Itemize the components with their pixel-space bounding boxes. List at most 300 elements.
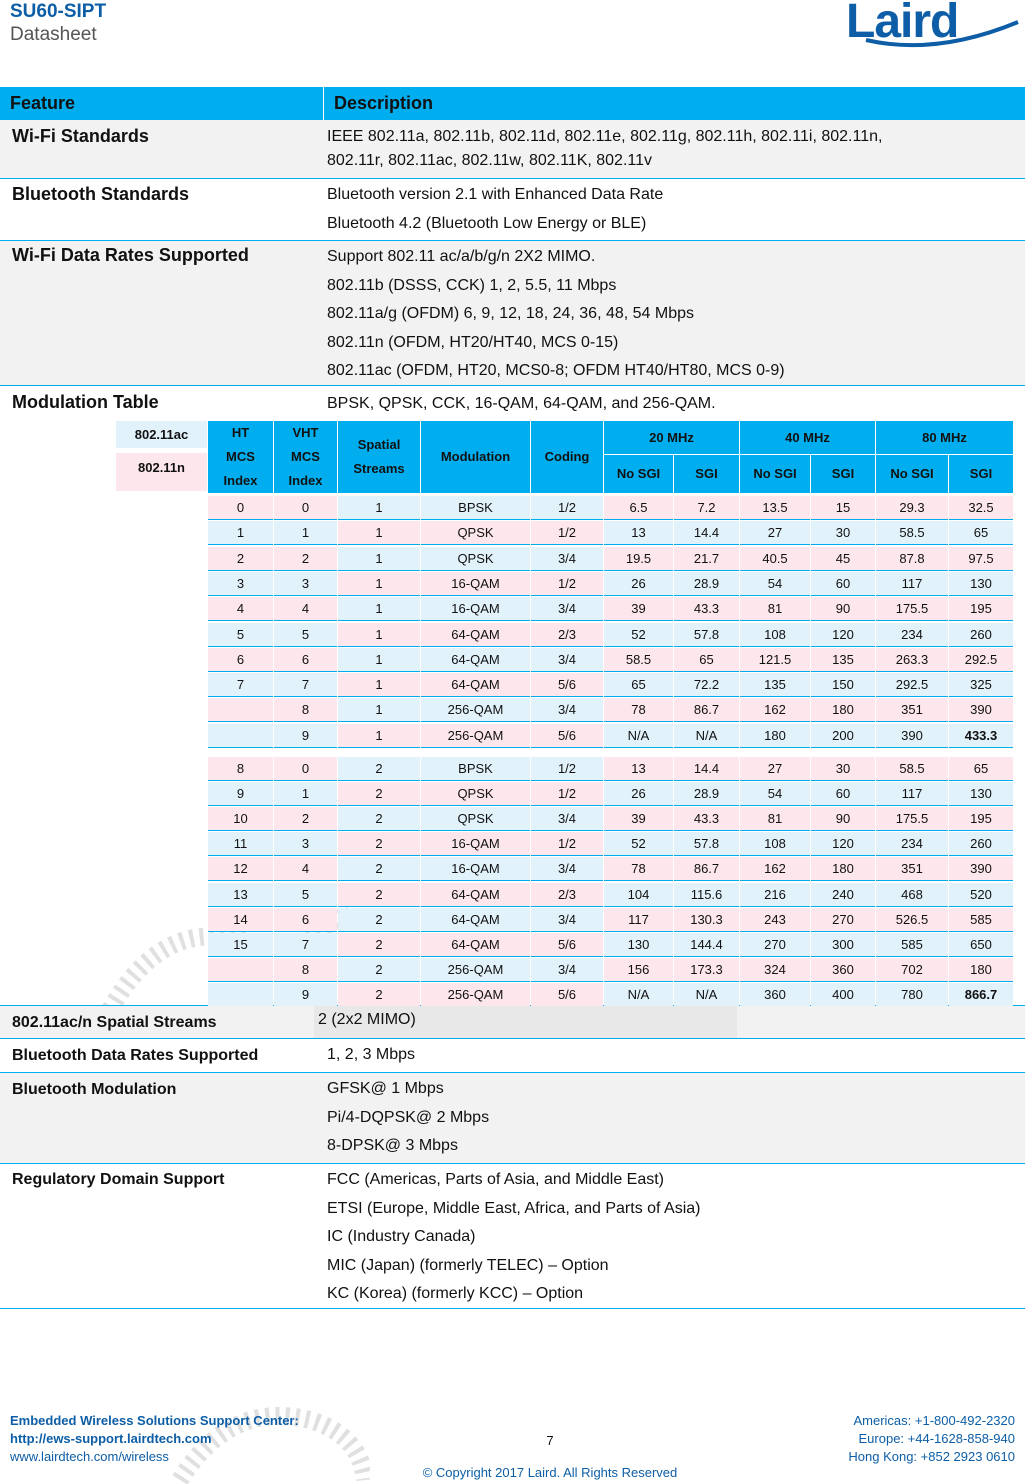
description-line: Pi/4-DQPSK@ 2 Mbps: [327, 1108, 490, 1126]
description-line: ETSI (Europe, Middle East, Africa, and Parts of Asia): [327, 1199, 701, 1217]
ht-mcs-index-header: [208, 421, 273, 493]
cell-coding: 1/2: [531, 572, 603, 596]
cell-80-sgi: 433.3: [949, 724, 1013, 748]
cell-20-nosgi: 58.5: [604, 648, 673, 672]
table-row: [0, 1164, 1025, 1309]
cell-80-sgi: 130: [949, 782, 1013, 806]
cell-20-nosgi: 39: [604, 597, 673, 621]
cell-40-nosgi: 360: [740, 983, 810, 1007]
cell-vht-mcs: 3: [274, 572, 337, 596]
cell-80-sgi: 520: [949, 883, 1013, 907]
vht-mcs-index-header: [274, 421, 337, 493]
cell-modulation: 64-QAM: [421, 908, 530, 932]
cell-40-nosgi: 27: [740, 521, 810, 545]
feature-label: Bluetooth Standards: [12, 184, 190, 204]
table-row: [0, 1073, 1025, 1164]
document-title: SU60-SIPT: [10, 1, 107, 22]
description-line: 802.11b (DSSS, CCK) 1, 2, 5.5, 11 Mbps: [327, 276, 617, 294]
sgi-header: SGI: [949, 455, 1013, 493]
description-line: MIC (Japan) (formerly TELEC) – Option: [327, 1256, 609, 1274]
cell-streams: 2: [338, 832, 420, 856]
cell-modulation: 16-QAM: [421, 597, 530, 621]
modulation-header: Modulation: [421, 421, 530, 493]
nosgi-header: No SGI: [604, 455, 673, 493]
cell-modulation: 16-QAM: [421, 572, 530, 596]
bw-20mhz-header: 20 MHz: [604, 421, 739, 454]
cell-40-sgi: 240: [811, 883, 875, 907]
footer-center: [380, 1432, 720, 1482]
description-line: Support 802.11 ac/a/b/g/n 2X2 MIMO.: [327, 248, 596, 265]
cell-80-nosgi: 351: [876, 698, 948, 722]
cell-20-sgi: 43.3: [674, 597, 739, 621]
description-column-header: Description: [334, 93, 434, 113]
cell-40-sgi: 200: [811, 724, 875, 748]
cell-80-sgi: 65: [949, 757, 1013, 781]
hongkong-phone: Hong Kong: +852 2923 0610: [848, 1449, 1015, 1464]
cell-streams: 1: [338, 597, 420, 621]
cell-40-sgi: 90: [811, 597, 875, 621]
cell-20-sgi: 86.7: [674, 857, 739, 881]
cell-80-nosgi: 468: [876, 883, 948, 907]
cell-40-nosgi: 243: [740, 908, 810, 932]
cell-ht-mcs: [208, 983, 273, 1007]
cell-modulation: 16-QAM: [421, 832, 530, 856]
cell-vht-mcs: 0: [274, 757, 337, 781]
cell-20-sgi: 173.3: [674, 958, 739, 982]
cell-20-sgi: N/A: [674, 983, 739, 1007]
cell-streams: 2: [338, 807, 420, 831]
cell-20-sgi: 65: [674, 648, 739, 672]
cell-40-nosgi: 162: [740, 857, 810, 881]
cell-streams: 2: [338, 857, 420, 881]
website-link[interactable]: www.lairdtech.com/wireless: [10, 1449, 169, 1464]
cell-20-sgi: 86.7: [674, 698, 739, 722]
cell-coding: 3/4: [531, 547, 603, 571]
cell-80-nosgi: 292.5: [876, 673, 948, 697]
cell-80-sgi: 195: [949, 597, 1013, 621]
cell-40-nosgi: 81: [740, 597, 810, 621]
cell-coding: 1/2: [531, 521, 603, 545]
cell-20-sgi: 144.4: [674, 933, 739, 957]
cell-40-nosgi: 324: [740, 958, 810, 982]
cell-80-nosgi: 117: [876, 572, 948, 596]
cell-40-sgi: 300: [811, 933, 875, 957]
sgi-header: SGI: [674, 455, 739, 493]
cell-streams: 1: [338, 724, 420, 748]
europe-phone: Europe: +44-1628-858-940: [858, 1431, 1015, 1446]
cell-80-nosgi: 29.3: [876, 496, 948, 520]
cell-20-nosgi: 13: [604, 521, 673, 545]
feature-column-header: Feature: [0, 87, 324, 120]
feature-label: 802.11ac/n Spatial Streams: [12, 1014, 217, 1031]
cell-80-nosgi: 117: [876, 782, 948, 806]
cell-vht-mcs: 3: [274, 832, 337, 856]
cell-80-sgi: 130: [949, 572, 1013, 596]
cell-40-nosgi: 54: [740, 572, 810, 596]
cell-ht-mcs: 0: [208, 496, 273, 520]
footer-right: [848, 1412, 1015, 1466]
description-line: FCC (Americas, Parts of Asia, and Middle East): [327, 1171, 664, 1188]
description-line: IC (Industry Canada): [327, 1228, 476, 1245]
cell-modulation: 256-QAM: [421, 698, 530, 722]
tag-802-11n: 802.11n: [116, 453, 207, 491]
cell-20-nosgi: 104: [604, 883, 673, 907]
page-number: 7: [546, 1433, 554, 1448]
cell-streams: 1: [338, 547, 420, 571]
header-text: Index: [223, 473, 258, 488]
cell-20-sgi: 28.9: [674, 572, 739, 596]
feature-label: Wi-Fi Standards: [12, 126, 149, 146]
cell-20-nosgi: 130: [604, 933, 673, 957]
cell-ht-mcs: 7: [208, 673, 273, 697]
cell-coding: 5/6: [531, 983, 603, 1007]
cell-vht-mcs: 7: [274, 933, 337, 957]
cell-vht-mcs: 0: [274, 496, 337, 520]
description-line: Bluetooth 4.2 (Bluetooth Low Energy or BLE): [327, 214, 647, 232]
cell-20-nosgi: 13: [604, 757, 673, 781]
header-text: VHT: [292, 425, 319, 440]
feature-label: Regulatory Domain Support: [12, 1171, 225, 1188]
cell-streams: 1: [338, 572, 420, 596]
table-header-row: [0, 87, 1025, 120]
cell-modulation: BPSK: [421, 757, 530, 781]
cell-40-sgi: 270: [811, 908, 875, 932]
feature-description: [327, 181, 663, 238]
cell-40-nosgi: 54: [740, 782, 810, 806]
cell-streams: 1: [338, 521, 420, 545]
description-line: 2 (2x2 MIMO): [318, 1011, 416, 1028]
cell-coding: 1/2: [531, 496, 603, 520]
cell-80-sgi: 390: [949, 698, 1013, 722]
cell-80-sgi: 260: [949, 623, 1013, 647]
cell-ht-mcs: 10: [208, 807, 273, 831]
cell-streams: 1: [338, 496, 420, 520]
nosgi-header: No SGI: [740, 455, 810, 493]
cell-20-sgi: 72.2: [674, 673, 739, 697]
cell-20-nosgi: 65: [604, 673, 673, 697]
cell-80-nosgi: 58.5: [876, 757, 948, 781]
cell-40-sgi: 30: [811, 757, 875, 781]
cell-modulation: BPSK: [421, 496, 530, 520]
cell-80-sgi: 585: [949, 908, 1013, 932]
cell-ht-mcs: 11: [208, 832, 273, 856]
cell-streams: 1: [338, 623, 420, 647]
header-text: Streams: [353, 461, 405, 476]
feature-label: Modulation Table: [12, 392, 159, 412]
cell-modulation: 64-QAM: [421, 933, 530, 957]
cell-ht-mcs: [208, 724, 273, 748]
cell-vht-mcs: 2: [274, 547, 337, 571]
feature-label: Bluetooth Data Rates Supported: [12, 1047, 259, 1064]
cell-coding: 1/2: [531, 757, 603, 781]
cell-vht-mcs: 8: [274, 958, 337, 982]
description-line: 802.11a/g (OFDM) 6, 9, 12, 18, 24, 36, 48, 54 Mbps: [327, 305, 695, 322]
cell-80-sgi: 180: [949, 958, 1013, 982]
cell-40-sgi: 180: [811, 698, 875, 722]
spatial-streams-header: [338, 421, 420, 493]
support-url-link[interactable]: http://ews-support.lairdtech.com: [10, 1431, 212, 1446]
cell-80-sgi: 866.7: [949, 983, 1013, 1007]
cell-80-nosgi: 175.5: [876, 807, 948, 831]
cell-ht-mcs: 12: [208, 857, 273, 881]
cell-vht-mcs: 7: [274, 673, 337, 697]
page-header: [10, 0, 106, 47]
cell-coding: 3/4: [531, 698, 603, 722]
description-line: 8-DPSK@ 3 Mbps: [327, 1137, 458, 1154]
cell-40-nosgi: 135: [740, 673, 810, 697]
description-line: Bluetooth version 2.1 with Enhanced Data Rate: [327, 186, 664, 203]
feature-description: [327, 1166, 701, 1309]
cell-modulation: QPSK: [421, 807, 530, 831]
cell-40-sgi: 400: [811, 983, 875, 1007]
cell-ht-mcs: [208, 958, 273, 982]
cell-80-sgi: 325: [949, 673, 1013, 697]
cell-20-nosgi: 156: [604, 958, 673, 982]
cell-80-nosgi: 58.5: [876, 521, 948, 545]
cell-coding: 3/4: [531, 597, 603, 621]
cell-80-sgi: 292.5: [949, 648, 1013, 672]
cell-modulation: QPSK: [421, 782, 530, 806]
cell-40-sgi: 180: [811, 857, 875, 881]
cell-40-nosgi: 270: [740, 933, 810, 957]
cell-streams: 2: [338, 908, 420, 932]
cell-vht-mcs: 1: [274, 782, 337, 806]
cell-80-sgi: 195: [949, 807, 1013, 831]
cell-20-sgi: 43.3: [674, 807, 739, 831]
cell-20-sgi: 14.4: [674, 521, 739, 545]
cell-streams: 1: [338, 673, 420, 697]
cell-vht-mcs: 2: [274, 807, 337, 831]
cell-coding: 3/4: [531, 857, 603, 881]
cell-20-nosgi: N/A: [604, 724, 673, 748]
feature-description: [327, 243, 785, 386]
cell-40-sgi: 60: [811, 782, 875, 806]
cell-ht-mcs: 2: [208, 547, 273, 571]
feature-description: [318, 1006, 416, 1035]
cell-20-sgi: 130.3: [674, 908, 739, 932]
cell-ht-mcs: 9: [208, 782, 273, 806]
cell-40-sgi: 30: [811, 521, 875, 545]
table-row: [0, 179, 1025, 241]
cell-streams: 2: [338, 757, 420, 781]
table-row: [0, 1039, 1025, 1073]
cell-40-nosgi: 13.5: [740, 496, 810, 520]
cell-20-sgi: 57.8: [674, 832, 739, 856]
cell-vht-mcs: 9: [274, 724, 337, 748]
description-line: 1, 2, 3 Mbps: [327, 1046, 416, 1063]
cell-20-nosgi: 26: [604, 572, 673, 596]
cell-ht-mcs: 15: [208, 933, 273, 957]
feature-description: [327, 125, 882, 173]
cell-streams: 1: [338, 648, 420, 672]
cell-40-nosgi: 108: [740, 623, 810, 647]
table-row: [0, 1006, 1025, 1039]
copyright: © Copyright 2017 Laird. All Rights Reserved: [422, 1465, 678, 1480]
cell-modulation: 16-QAM: [421, 857, 530, 881]
feature-description: [327, 390, 716, 419]
cell-40-sgi: 150: [811, 673, 875, 697]
cell-vht-mcs: 5: [274, 883, 337, 907]
cell-20-sgi: 28.9: [674, 782, 739, 806]
cell-20-nosgi: N/A: [604, 983, 673, 1007]
header-text: MCS: [291, 449, 320, 464]
cell-streams: 1: [338, 698, 420, 722]
cell-vht-mcs: 5: [274, 623, 337, 647]
coding-header: Coding: [531, 421, 603, 493]
americas-phone: Americas: +1-800-492-2320: [853, 1413, 1015, 1428]
cell-streams: 2: [338, 883, 420, 907]
cell-80-sgi: 32.5: [949, 496, 1013, 520]
feature-label: Bluetooth Modulation: [12, 1081, 177, 1098]
cell-modulation: 64-QAM: [421, 648, 530, 672]
cell-80-sgi: 650: [949, 933, 1013, 957]
cell-20-nosgi: 52: [604, 832, 673, 856]
cell-vht-mcs: 6: [274, 648, 337, 672]
support-center-title: Embedded Wireless Solutions Support Center:: [10, 1413, 299, 1428]
description-line: 802.11r, 802.11ac, 802.11w, 802.11K, 802.11v: [327, 152, 652, 169]
cell-ht-mcs: 4: [208, 597, 273, 621]
cell-ht-mcs: 6: [208, 648, 273, 672]
description-line: GFSK@ 1 Mbps: [327, 1080, 444, 1097]
feature-description: [327, 1075, 489, 1161]
cell-80-sgi: 97.5: [949, 547, 1013, 571]
cell-80-sgi: 260: [949, 832, 1013, 856]
cell-ht-mcs: 5: [208, 623, 273, 647]
cell-streams: 2: [338, 933, 420, 957]
laird-logo: [846, 0, 1021, 52]
cell-40-sgi: 120: [811, 832, 875, 856]
cell-40-nosgi: 27: [740, 757, 810, 781]
cell-80-nosgi: 780: [876, 983, 948, 1007]
cell-modulation: 64-QAM: [421, 673, 530, 697]
cell-coding: 2/3: [531, 883, 603, 907]
cell-20-nosgi: 78: [604, 857, 673, 881]
cell-40-sgi: 60: [811, 572, 875, 596]
cell-vht-mcs: 1: [274, 521, 337, 545]
cell-vht-mcs: 4: [274, 857, 337, 881]
bw-40mhz-header: 40 MHz: [740, 421, 875, 454]
description-line: 802.11n (OFDM, HT20/HT40, MCS 0-15): [327, 333, 619, 351]
header-text: Spatial: [357, 437, 401, 452]
cell-80-nosgi: 526.5: [876, 908, 948, 932]
table-row: [0, 120, 1025, 179]
logo-text: Laird: [846, 0, 959, 48]
feature-label: Wi-Fi Data Rates Supported: [12, 245, 249, 265]
cell-40-sgi: 15: [811, 496, 875, 520]
cell-20-sgi: 57.8: [674, 623, 739, 647]
cell-coding: 3/4: [531, 648, 603, 672]
cell-40-nosgi: 81: [740, 807, 810, 831]
document-subtitle: Datasheet: [10, 24, 97, 45]
cell-ht-mcs: 3: [208, 572, 273, 596]
cell-80-sgi: 390: [949, 857, 1013, 881]
feature-description: [327, 1041, 415, 1070]
description-line: IEEE 802.11a, 802.11b, 802.11d, 802.11e, 802.11g, 802.11h, 802.11i, 802.11n,: [327, 128, 883, 145]
cell-20-nosgi: 78: [604, 698, 673, 722]
cell-80-sgi: 65: [949, 521, 1013, 545]
cell-ht-mcs: 1: [208, 521, 273, 545]
footer-left: [10, 1412, 299, 1466]
cell-vht-mcs: 6: [274, 908, 337, 932]
cell-80-nosgi: 585: [876, 933, 948, 957]
cell-40-nosgi: 108: [740, 832, 810, 856]
cell-80-nosgi: 234: [876, 623, 948, 647]
cell-coding: 1/2: [531, 832, 603, 856]
cell-streams: 2: [338, 782, 420, 806]
cell-vht-mcs: 4: [274, 597, 337, 621]
description-line: BPSK, QPSK, CCK, 16-QAM, 64-QAM, and 256-QAM.: [327, 395, 716, 412]
cell-modulation: 64-QAM: [421, 883, 530, 907]
cell-40-sgi: 135: [811, 648, 875, 672]
cell-20-nosgi: 117: [604, 908, 673, 932]
cell-vht-mcs: 8: [274, 698, 337, 722]
cell-modulation: QPSK: [421, 547, 530, 571]
cell-20-nosgi: 6.5: [604, 496, 673, 520]
cell-20-sgi: 7.2: [674, 496, 739, 520]
cell-80-nosgi: 702: [876, 958, 948, 982]
cell-coding: 5/6: [531, 673, 603, 697]
cell-coding: 5/6: [531, 724, 603, 748]
cell-40-nosgi: 180: [740, 724, 810, 748]
cell-ht-mcs: [208, 698, 273, 722]
cell-80-nosgi: 263.3: [876, 648, 948, 672]
bw-80mhz-header: 80 MHz: [876, 421, 1013, 454]
cell-coding: 3/4: [531, 958, 603, 982]
cell-coding: 3/4: [531, 807, 603, 831]
cell-40-nosgi: 216: [740, 883, 810, 907]
nosgi-header: No SGI: [876, 455, 948, 493]
cell-modulation: 64-QAM: [421, 623, 530, 647]
header-text: Index: [288, 473, 323, 488]
header-text: MCS: [226, 449, 255, 464]
cell-ht-mcs: 14: [208, 908, 273, 932]
cell-40-nosgi: 40.5: [740, 547, 810, 571]
header-text: HT: [231, 425, 250, 440]
cell-streams: 2: [338, 958, 420, 982]
cell-modulation: 256-QAM: [421, 724, 530, 748]
cell-20-sgi: 21.7: [674, 547, 739, 571]
cell-coding: 1/2: [531, 782, 603, 806]
table-row: [0, 241, 1025, 386]
cell-80-nosgi: 234: [876, 832, 948, 856]
cell-modulation: 256-QAM: [421, 983, 530, 1007]
cell-modulation: QPSK: [421, 521, 530, 545]
cell-80-nosgi: 87.8: [876, 547, 948, 571]
cell-streams: 2: [338, 983, 420, 1007]
cell-20-nosgi: 52: [604, 623, 673, 647]
cell-coding: 5/6: [531, 933, 603, 957]
cell-40-nosgi: 162: [740, 698, 810, 722]
cell-40-sgi: 45: [811, 547, 875, 571]
cell-ht-mcs: 8: [208, 757, 273, 781]
cell-20-sgi: 115.6: [674, 883, 739, 907]
description-line: KC (Korea) (formerly KCC) – Option: [327, 1285, 584, 1302]
cell-40-sgi: 120: [811, 623, 875, 647]
cell-40-nosgi: 121.5: [740, 648, 810, 672]
description-line: 802.11ac (OFDM, HT20, MCS0-8; OFDM HT40/HT80, MCS 0-9): [327, 362, 785, 379]
cell-vht-mcs: 9: [274, 983, 337, 1007]
cell-ht-mcs: 13: [208, 883, 273, 907]
cell-20-sgi: N/A: [674, 724, 739, 748]
cell-80-nosgi: 175.5: [876, 597, 948, 621]
cell-modulation: 256-QAM: [421, 958, 530, 982]
sgi-header: SGI: [811, 455, 875, 493]
cell-20-nosgi: 39: [604, 807, 673, 831]
cell-20-nosgi: 19.5: [604, 547, 673, 571]
feature-table: [0, 87, 1025, 120]
cell-40-sgi: 360: [811, 958, 875, 982]
cell-20-nosgi: 26: [604, 782, 673, 806]
